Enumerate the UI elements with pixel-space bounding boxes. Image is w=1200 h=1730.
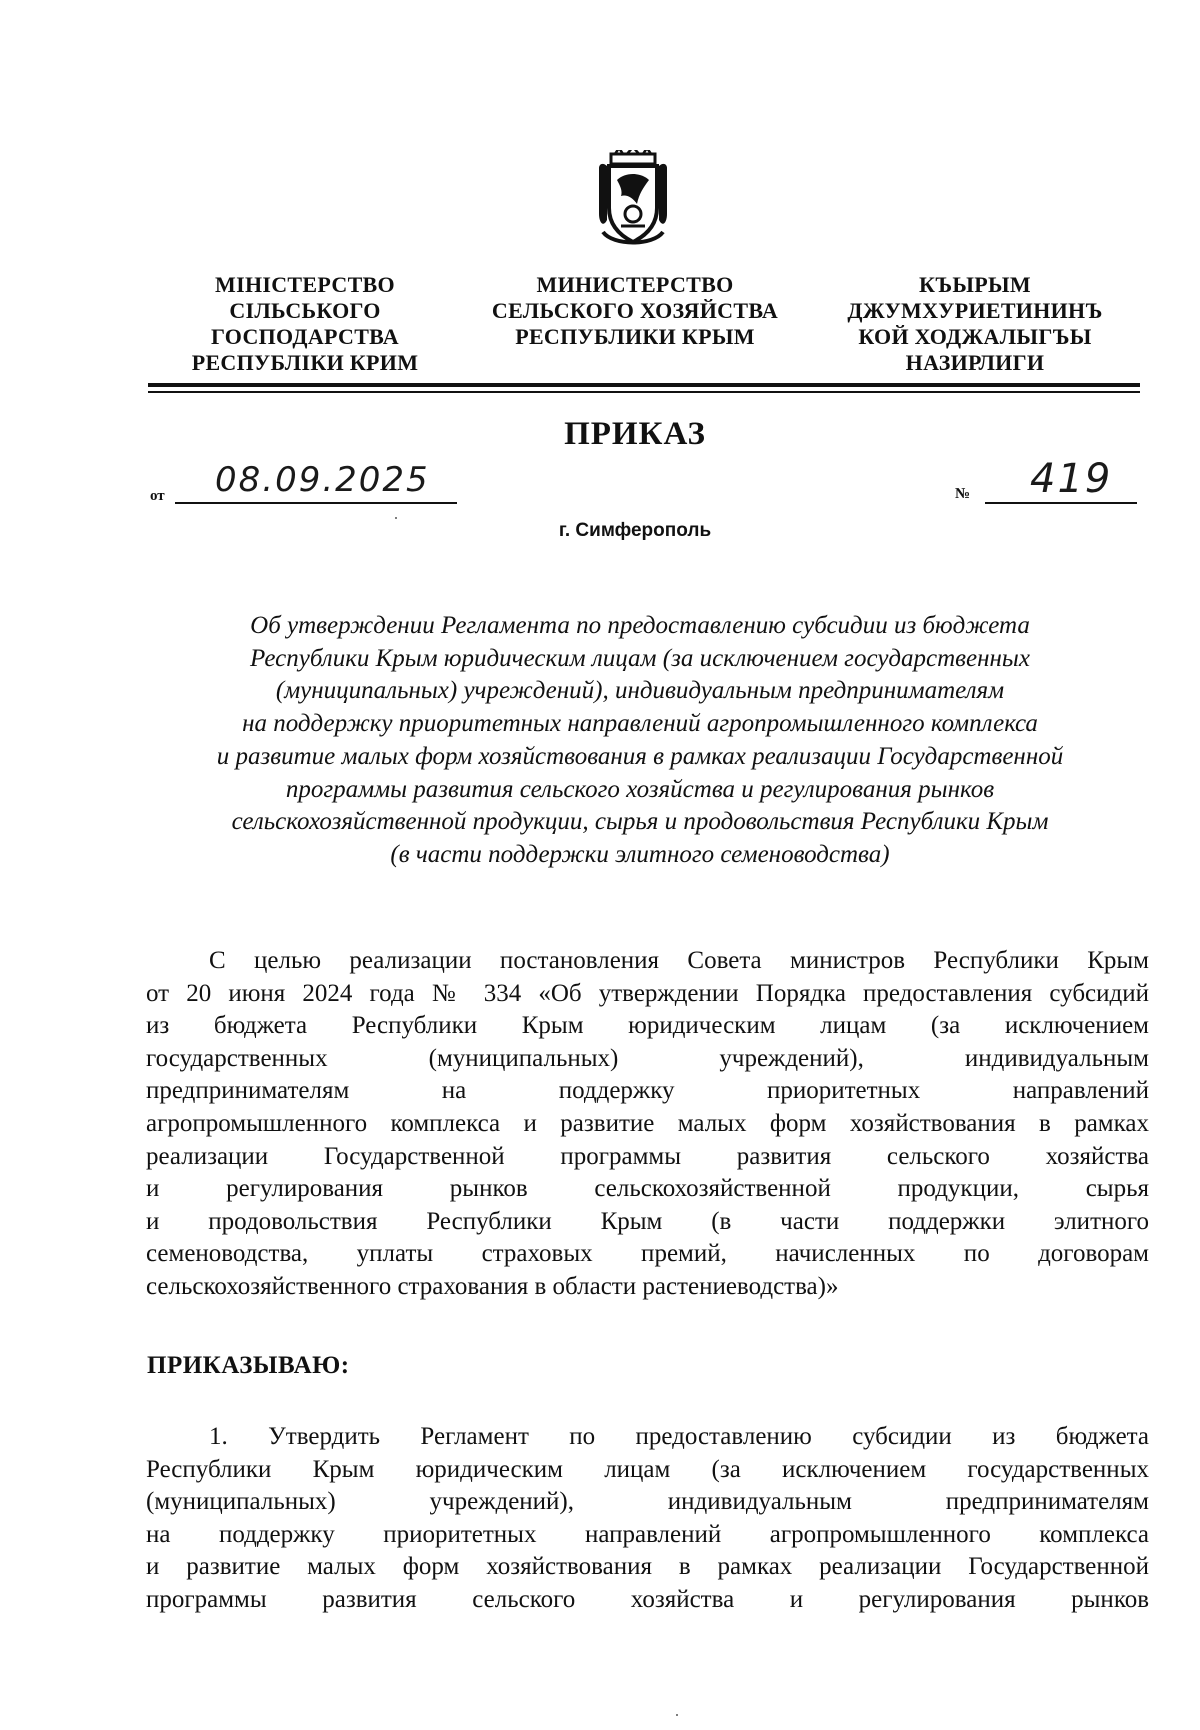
document-type-title: ПРИКАЗ <box>564 416 706 452</box>
header-right-line: НАЗИРЛИГИ <box>905 350 1045 375</box>
header-left-line: РЕСПУБЛІКИ КРИМ <box>191 350 419 375</box>
header-right-line: КЪЫРЫМ <box>919 272 1031 297</box>
order-command-heading: ПРИКАЗЫВАЮ: <box>147 1352 350 1379</box>
preamble-line: из бюджета Республики Крым юридическим лицам (за исключением <box>146 1012 1149 1040</box>
date-underline <box>175 502 457 504</box>
title-line: сельскохозяйственной продукции, сырья и продовольствия Республики Крым <box>231 808 1049 836</box>
ministry-name-crimean-tatar <box>825 272 1125 376</box>
number-label: № <box>955 486 971 502</box>
title-line: и развитие малых форм хозяйствования в рамках реализации Государственной <box>216 742 1064 770</box>
preamble-line: и регулирования рынков сельскохозяйственной продукции, сырья <box>146 1175 1149 1203</box>
item-line: 1. Утвердить Регламент по предоставлению субсидии из бюджета <box>209 1423 1149 1450</box>
order-subject-title <box>140 610 1140 872</box>
order-item-1 <box>146 1421 1149 1617</box>
header-left-line: СІЛЬСЬКОГО <box>229 298 381 323</box>
header-divider-thin <box>148 391 1140 393</box>
handwritten-date: 08.09.2025 <box>215 460 430 500</box>
preamble-line: и продовольствия Республики Крым (в части поддержки элитного <box>146 1207 1149 1235</box>
preamble-line: семеноводства, уплаты страховых премий, начисленных по договорам <box>146 1240 1149 1268</box>
crimea-coat-of-arms-icon <box>593 150 673 250</box>
preamble-line: агропромышленного комплекса и развитие малых форм хозяйствования в рамках <box>146 1109 1149 1137</box>
scan-speck <box>395 517 397 519</box>
header-right-line: КОЙ ХОДЖАЛЫГЪЫ <box>858 324 1092 349</box>
header-divider-thick <box>148 383 1140 387</box>
title-line: (в части поддержки элитного семеноводства) <box>390 840 890 868</box>
item-line: программы развития сельского хозяйства и регулирования рынков <box>146 1585 1149 1613</box>
item-line: и развитие малых форм хозяйствования в рамках реализации Государственной <box>146 1553 1149 1581</box>
city-line: г. Симферополь <box>558 520 712 541</box>
preamble-line: предпринимателям на поддержку приоритетных направлений <box>146 1077 1149 1105</box>
preamble-line: от 20 июня 2024 года № 334 «Об утверждении Порядка предоставления субсидий <box>146 979 1149 1007</box>
title-line: Республики Крым юридическим лицам (за исключением государственных <box>250 644 1030 672</box>
header-center-line: СЕЛЬСКОГО ХОЗЯЙСТВА <box>491 298 779 323</box>
item-line: Республики Крым юридическим лицам (за исключением государственных <box>146 1455 1149 1483</box>
header-left-line: МІНІСТЕРСТВО <box>215 272 395 297</box>
header-right-line: ДЖУМХУРИЕТИНИНЪ <box>847 298 1103 323</box>
preamble-line: реализации Государственной программы развития сельского хозяйства <box>146 1142 1149 1170</box>
ministry-name-ukrainian <box>175 272 435 376</box>
header-center-line: РЕСПУБЛИКИ КРЫМ <box>515 324 755 349</box>
title-line: на поддержку приоритетных направлений агропромышленного комплекса <box>242 710 1038 738</box>
ministry-name-russian <box>470 272 800 350</box>
item-line: на поддержку приоритетных направлений агропромышленного комплекса <box>146 1520 1149 1548</box>
handwritten-number: 419 <box>1030 456 1113 502</box>
header-left-line: ГОСПОДАРСТВА <box>211 324 399 349</box>
number-underline <box>985 502 1137 504</box>
preamble-line: государственных (муниципальных) учреждений), индивидуальным <box>146 1044 1149 1072</box>
preamble-line: сельскохозяйственного страхования в области растениеводства)» <box>146 1272 839 1300</box>
title-line: (муниципальных) учреждений), индивидуальным предпринимателям <box>275 677 1005 705</box>
header-center-line: МИНИСТЕРСТВО <box>536 272 734 297</box>
title-line: программы развития сельского хозяйства и регулирования рынков <box>285 775 995 803</box>
item-line: (муниципальных) учреждений), индивидуальным предпринимателям <box>146 1488 1149 1516</box>
preamble-line: С целью реализации постановления Совета министров Республики Крым <box>209 947 1149 974</box>
date-label: от <box>150 488 165 504</box>
scan-speck <box>676 1714 678 1716</box>
title-line: Об утверждении Регламента по предоставлению субсидии из бюджета <box>250 612 1030 639</box>
preamble-paragraph <box>146 945 1149 1304</box>
